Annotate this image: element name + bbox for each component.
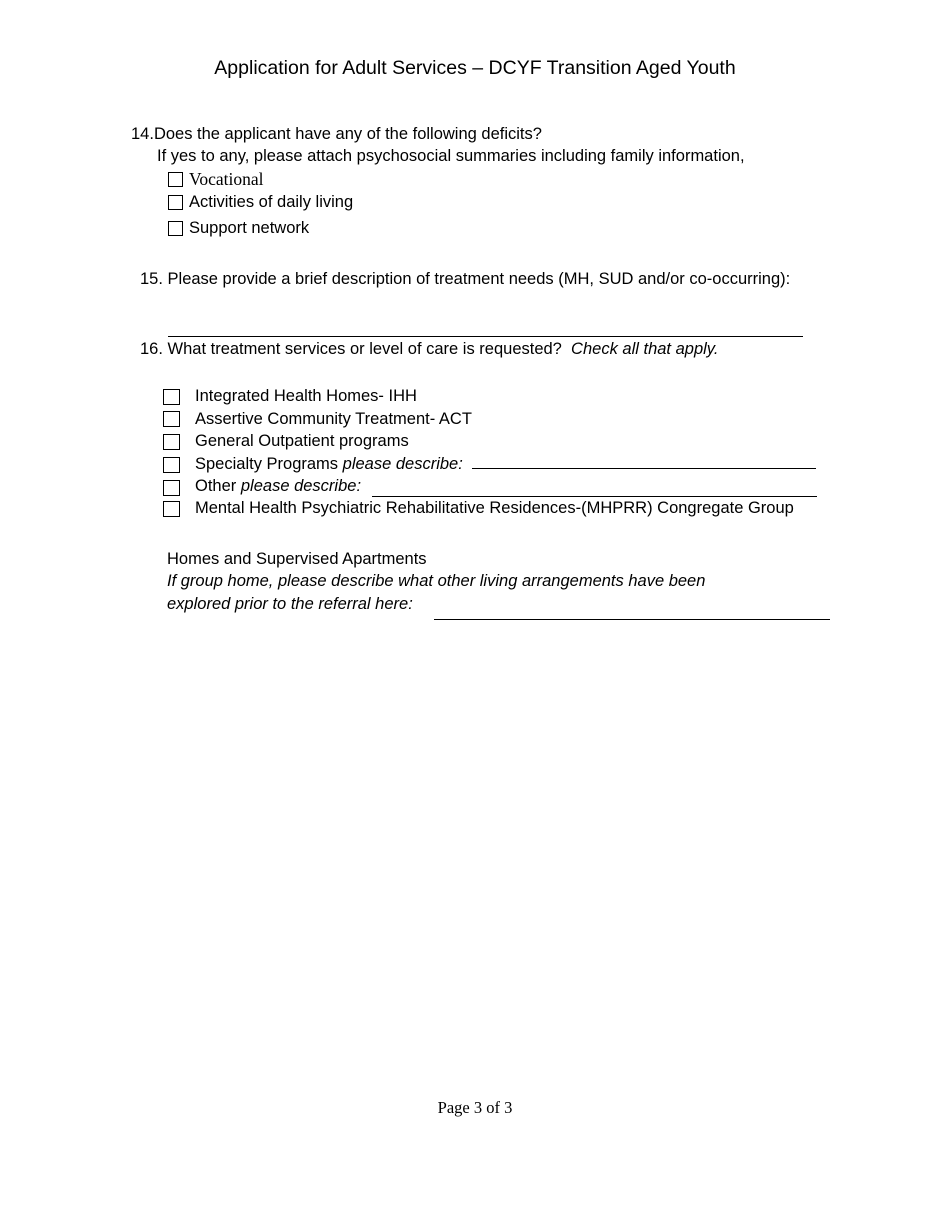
option-other [195, 477, 361, 496]
option-specialty-label: Specialty Programs [195, 455, 339, 473]
option-daily-living: Activities of daily living [189, 193, 354, 211]
checkbox-act[interactable] [163, 411, 180, 427]
option-specialty-describe: please describe: [342, 455, 463, 473]
option-other-describe: please describe: [240, 477, 362, 495]
q14-instruction: If yes to any, please attach psychosocial summaries including family information, [157, 147, 745, 165]
checkbox-support-network[interactable] [168, 221, 183, 236]
q16-question [140, 340, 718, 359]
other-describe-line[interactable] [372, 496, 817, 497]
q16-hint: Check all that apply. [571, 340, 719, 358]
q16-question-text: 16. What treatment services or level of care is requested? [140, 340, 562, 358]
checkbox-mhprr[interactable] [163, 501, 180, 517]
q14-question-text: Does the applicant have any of the following deficits? [153, 125, 542, 143]
checkbox-vocational[interactable] [168, 172, 183, 187]
checkbox-specialty[interactable] [163, 457, 180, 473]
group-home-note-line1: If group home, please describe what other living arrangements have been [167, 572, 706, 590]
checkbox-ihh[interactable] [163, 389, 180, 405]
option-act: Assertive Community Treatment- ACT [195, 410, 472, 428]
q14-number: 14. [131, 125, 154, 143]
specialty-describe-line[interactable] [472, 468, 816, 469]
option-specialty [195, 455, 463, 474]
option-ihh: Integrated Health Homes- IHH [195, 387, 417, 405]
q15-question: 15. Please provide a brief description of treatment needs (MH, SUD and/or co-occurring): [140, 270, 791, 288]
option-support-network: Support network [189, 219, 310, 237]
option-mhprr: Mental Health Psychiatric Rehabilitative Residences-(MHPRR) Congregate Group [195, 499, 794, 517]
checkbox-other[interactable] [163, 480, 180, 496]
option-outpatient: General Outpatient programs [195, 432, 409, 450]
option-other-label: Other [195, 477, 237, 495]
group-home-answer-line[interactable] [434, 619, 830, 620]
page-title: Application for Adult Services – DCYF Transition Aged Youth [214, 57, 736, 79]
group-home-note-line2: explored prior to the referral here: [167, 595, 413, 613]
checkbox-daily-living[interactable] [168, 195, 183, 210]
mhprr-continuation: Homes and Supervised Apartments [167, 550, 427, 568]
option-vocational: Vocational [189, 169, 264, 189]
q14-question [131, 125, 542, 144]
q15-answer-line[interactable] [168, 336, 803, 337]
checkbox-outpatient[interactable] [163, 434, 180, 450]
page-number: Page 3 of 3 [437, 1098, 513, 1117]
